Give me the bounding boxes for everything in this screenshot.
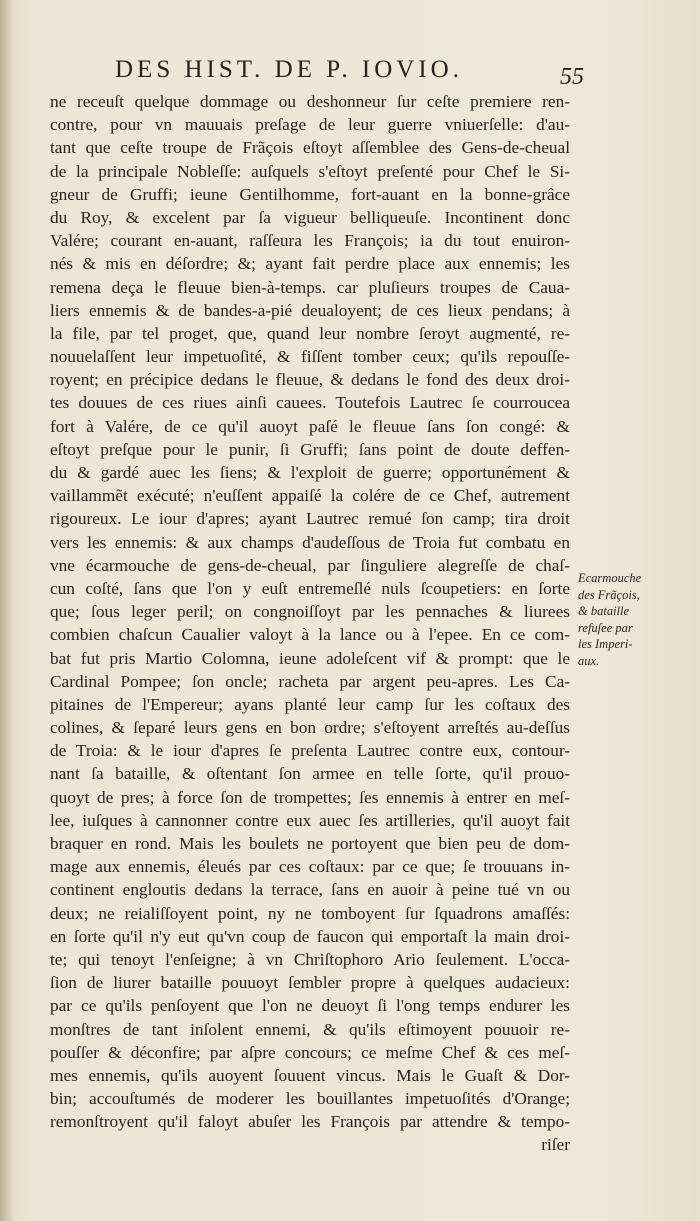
text-line: vers les ennemis: & aux champs d'audeſſous de Troia fut combatu en bbox=[50, 532, 570, 552]
text-line: deux; ne reialiſſoyent point, ny ne tomboyent ſur ſquadrons amaſſés: bbox=[50, 903, 570, 923]
text-line: lee, iuſques à cannonner contre eux auec ſes artilleries, qu'il auoyt fait bbox=[50, 810, 570, 830]
text-line: remonſtroyent qu'il faloyt abuſer les François par attendre & tempo- bbox=[50, 1112, 570, 1132]
marginal-note-line: refuſee par bbox=[578, 620, 633, 635]
text-line: en ſorte qu'il n'y eut qu'vn coup de faucon qui emportaſt la main droi- bbox=[50, 926, 570, 946]
marginal-note bbox=[578, 570, 688, 669]
text-line: combien chaſcun Caualier valoyt à la lance ou à l'epee. En ce com- bbox=[50, 625, 570, 645]
text-line: tes douues de ces riues ainſi cauees. Toutefois Lautrec ſe courroucea bbox=[50, 393, 570, 413]
page-number: 55 bbox=[560, 64, 584, 90]
text-line: nant ſa bataille, & oſtentant ſon armee en telle ſorte, qu'il prouo- bbox=[50, 764, 570, 784]
text-line: monſtres de tant inſolent ennemi, & qu'ils eſtimoyent pouuoir re- bbox=[50, 1019, 570, 1039]
marginal-note-line: aux. bbox=[578, 653, 600, 668]
spine-shadow bbox=[0, 0, 14, 1221]
text-line: tant que ceſte troupe de Frãçois eſtoyt aſſemblee des Gens-de-cheual bbox=[50, 138, 570, 158]
marginal-note-line: & bataille bbox=[578, 604, 630, 618]
text-line: de la principale Nobleſſe: auſquels s'eſtoyt preſenté pour Chef le Si- bbox=[50, 161, 570, 181]
text-line: bat fut pris Martio Colomna, ieune adoleſcent vif & prompt: que le bbox=[50, 648, 570, 668]
text-line: quoyt de pres; à force ſon de trompettes; ſes ennemis à entrer en meſ- bbox=[50, 787, 570, 807]
text-line: bin; accouſtumés de moderer les bouillantes impetuoſités d'Orange; bbox=[50, 1089, 570, 1109]
text-line: eſtoyt preſque pour le punir, ſi Gruffi; ſans point de doute deffen- bbox=[50, 439, 570, 459]
text-line: nouuelaſſent leur impetuoſité, & fiſſent tomber ceux; qu'ils repouſſe- bbox=[50, 347, 570, 367]
text-line: remena deça le fleuue bien-à-temps. car pluſieurs troupes de Caua- bbox=[50, 277, 570, 297]
text-line: pitaines de l'Empereur; ayans planté leur camp ſur les coſtaux des bbox=[50, 694, 570, 714]
text-line: royent; en précipice dedans le fleuue, & dedans le fond des deux droi- bbox=[50, 370, 570, 390]
text-line: vaillammẽt exécuté; n'euſſent appaiſé la colére de ce Chef, autrement bbox=[50, 486, 570, 506]
text-line: ſion de liurer bataille pouuoyt ſembler propre à quelques audacieux: bbox=[50, 973, 570, 993]
text-line: la file, par tel proget, que, quand leur nombre ſeroyt augmenté, re- bbox=[50, 323, 570, 343]
text-line: fort à Valére, de ce qu'il auoyt paſé le fleuue ſans ſon congé: & bbox=[50, 416, 570, 436]
text-line: riſer bbox=[541, 1135, 570, 1155]
text-line: pouſſer & déconfire; par aſpre concours; ce meſme Chef & ces meſ- bbox=[50, 1042, 570, 1062]
text-line: cun coſté, ſans que l'on y euſt entremeſlé nuls ſcoupetiers: en ſorte bbox=[50, 578, 570, 598]
text-line: vne écarmouche de gens-de-cheual, par ſinguliere alegreſſe de chaſ- bbox=[50, 555, 570, 575]
text-line: ne receuſt quelque dommage ou deshonneur ſur ceſte premiere ren- bbox=[50, 92, 570, 111]
text-line: nés & mis en déſordre; &; ayant fait perdre place aux ennemis; les bbox=[50, 254, 570, 274]
text-line: gneur de Gruffi; ieune Gentilhomme, fort-auant en la bonne-grâce bbox=[50, 184, 570, 204]
marginal-note-line: Ecarmouche bbox=[578, 571, 642, 585]
text-line: contre, pour vn mauuais preſage de leur guerre vniuerſelle: d'au- bbox=[50, 115, 570, 135]
body-text bbox=[50, 90, 570, 1157]
text-line: de Troia: & le iour d'apres ſe preſenta Lautrec contre eux, contour- bbox=[50, 741, 570, 761]
text-line: mes ennemis, qu'ils auoyent ſouuent vincus. Mais le Guaſt & Dor- bbox=[50, 1065, 570, 1085]
text-line: liers ennemis & de bandes-a-pié deualoyent; de ces lieux pendans; à bbox=[50, 300, 570, 320]
text-line: Cardinal Pompee; ſon oncle; racheta par argent peu-apres. Les Ca- bbox=[50, 671, 570, 691]
text-line: du & gardé auec les ſiens; & l'exploit de guerre; opportunément & bbox=[50, 463, 570, 482]
text-line: Valére; courant en-auant, raſſeura les François; ia du tout enuiron- bbox=[50, 231, 570, 251]
text-line: continent engloutis dedans la terrace, ſans en auoir à peine tué vn ou bbox=[50, 880, 570, 900]
running-head: DES HIST. DE P. IOVIO. bbox=[115, 56, 463, 83]
text-line: colines, & ſeparé leurs gens en bon ordre; s'eſtoyent arreſtés au-deſſus bbox=[50, 718, 570, 738]
marginal-note-line: les Imperi- bbox=[578, 637, 633, 651]
text-line: rigoureux. Le iour d'apres; ayant Lautrec remué ſon camp; tira droit bbox=[50, 509, 570, 529]
text-line: que; ſous leger peril; on congnoiſſoyt par les pennaches & liurees bbox=[50, 602, 570, 622]
text-line: par ce qu'ils penſoyent que l'on ne deuoyt ſi l'ong temps endurer les bbox=[50, 996, 570, 1016]
text-line: te; qui tenoyt l'enſeigne; à vn Chriſtophoro Ario ſeulement. L'occa- bbox=[50, 949, 570, 969]
text-line: mage aux ennemis, éleués par ces coſtaux: par ce que; ſe trouuans in- bbox=[50, 857, 570, 877]
text-line: braquer en rond. Mais les boulets ne portoyent que bien peu de dom- bbox=[50, 834, 570, 853]
text-line: du Roy, & excelent par ſa vigueur belliqueuſe. Incontinent donc bbox=[50, 207, 570, 227]
marginal-note-line: des Frãçois, bbox=[578, 587, 640, 602]
